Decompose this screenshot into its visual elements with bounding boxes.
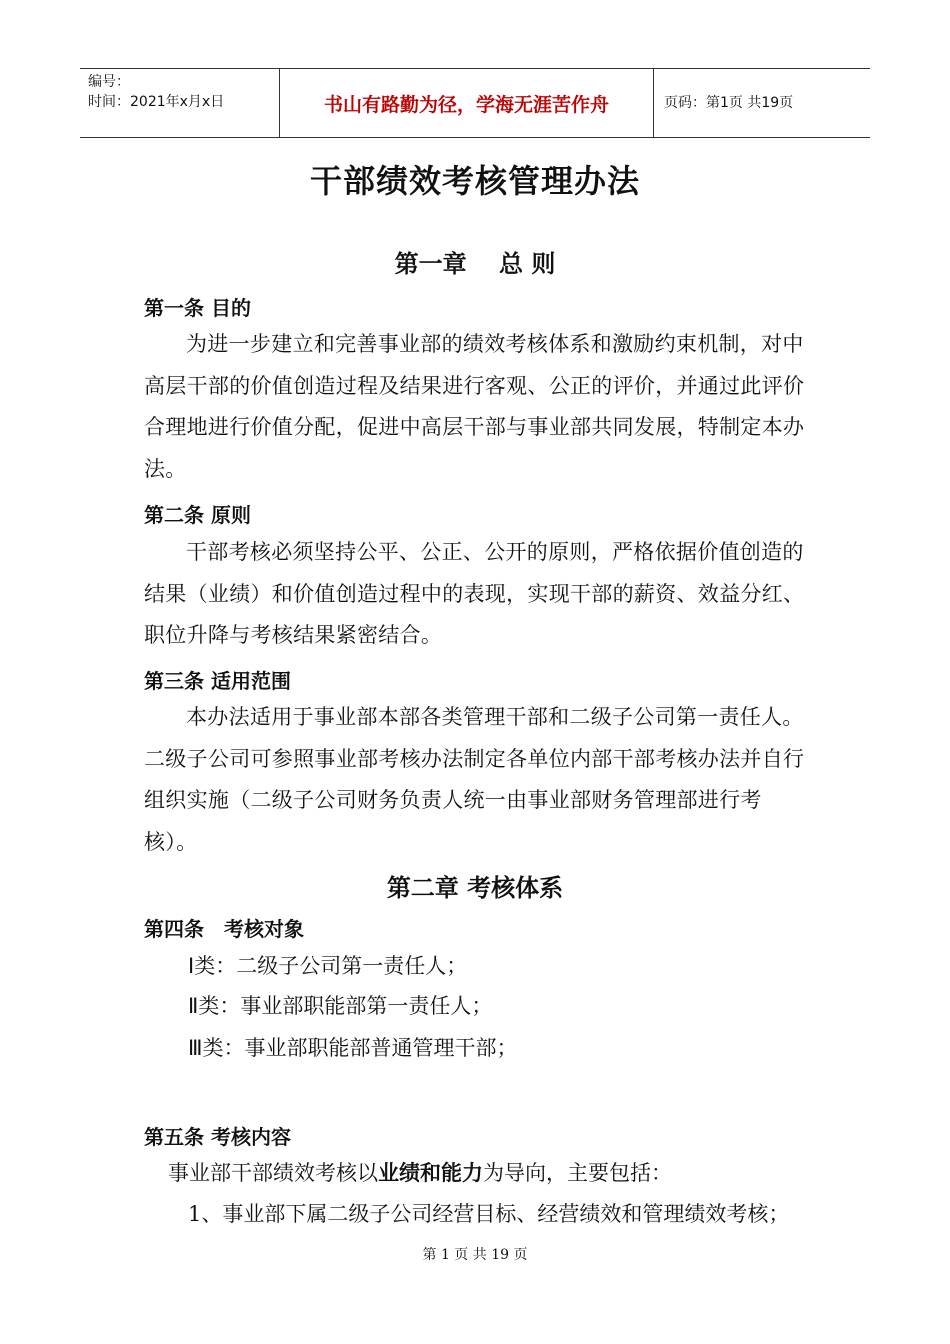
assessee-class-2 (188, 991, 492, 1021)
intro-bold-text: 业绩和能力 (378, 1161, 483, 1185)
header-page-cell (654, 69, 870, 137)
class-3-numeral: Ⅲ (188, 1036, 203, 1060)
article-5-heading: 第五条 考核内容 (144, 1125, 291, 1149)
class-1-numeral: Ⅰ (188, 954, 195, 978)
header-table (80, 68, 870, 138)
class-2-numeral: Ⅱ (188, 994, 199, 1018)
class-3-text: 类：事业部职能部普通管理干部； (202, 1036, 518, 1060)
page-footer: 第 1 页 共 19 页 (422, 1247, 528, 1263)
article-3-heading: 第三条 适用范围 (144, 669, 291, 693)
article-2-heading: 第二条 原则 (144, 503, 251, 527)
intro-post-text: 为导向，主要包括： (483, 1161, 672, 1185)
article-3-body: 本办法适用于事业部本部各类管理干部和二级子公司第一责任人。二级子公司可参照事业部考核办法制定各单位内部干部考核办法并自行组织实施（二级子公司财务负责人统一由事业部财务管理部进行考核）。 (144, 705, 805, 854)
page-info: 页码：第1页 共19页 (664, 95, 794, 111)
intro-pre-text: 事业部干部绩效考核以 (168, 1161, 378, 1185)
article-1-body: 为进一步建立和完善事业部的绩效考核体系和激励约束机制，对中高层干部的价值创造过程及结果进行客观、公正的评价，并通过此评价合理地进行价值分配，促进中高层干部与事业部共同发展，特制定本办法。 (144, 332, 805, 481)
time-label: 时间：2021年x月x日 (88, 94, 225, 110)
chapter-2-heading: 第二章 考核体系 (386, 874, 564, 902)
article-1-heading: 第一条 目的 (144, 296, 251, 320)
motto-text: 书山有路勤为径，学海无涯苦作舟 (323, 93, 609, 116)
chapter-1-heading: 第一章 总 则 (394, 250, 556, 278)
header-motto-cell (280, 69, 654, 137)
assessee-class-1 (188, 951, 467, 981)
class-1-text: 类：二级子公司第一责任人； (194, 954, 468, 978)
article-5-item-1: 1、事业部下属二级子公司经营目标、经营绩效和管理绩效考核； (188, 1202, 790, 1226)
document-title: 干部绩效考核管理办法 (309, 162, 640, 200)
assessee-class-3 (188, 1033, 517, 1063)
article-2-body: 干部考核必须坚持公平、公正、公开的原则，严格依据价值创造的结果（业绩）和价值创造过程中的表现，实现干部的薪资、效益分红、职位升降与考核结果紧密结合。 (144, 540, 805, 647)
article-4-heading: 第四条 考核对象 (144, 917, 304, 941)
article-5-intro (168, 1158, 672, 1188)
header-meta-cell (80, 69, 280, 137)
class-2-text: 类：事业部职能部第一责任人； (198, 994, 493, 1018)
number-label: 编号： (88, 74, 130, 90)
